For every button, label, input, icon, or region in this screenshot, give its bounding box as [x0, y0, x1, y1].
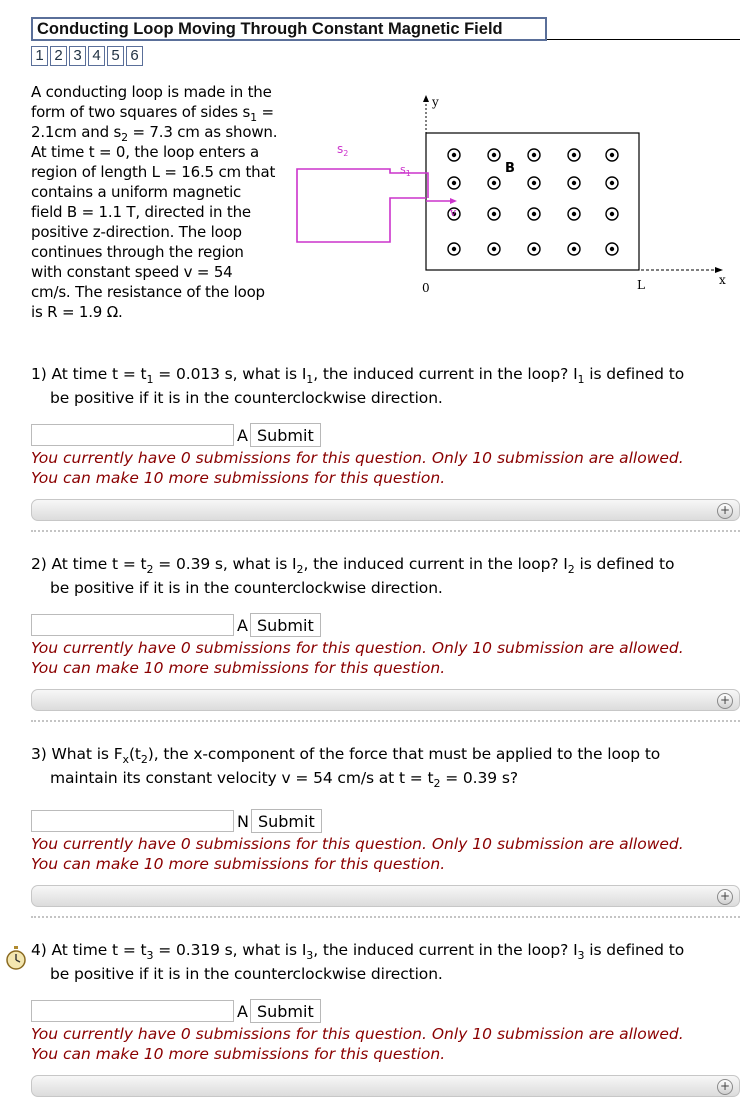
field-dot-center	[492, 212, 496, 216]
intro-line: A conducting loop is made in the	[31, 83, 272, 101]
hint-bar-4[interactable]	[31, 1075, 740, 1097]
problem-statement	[31, 82, 303, 322]
unit-label: A	[237, 425, 248, 445]
velocity-arrowhead	[450, 198, 457, 204]
submit-button-4[interactable]: Submit	[250, 999, 321, 1023]
tab-4[interactable]: 4	[88, 46, 105, 66]
tab-1[interactable]: 1	[31, 46, 48, 66]
answer-input-4[interactable]	[31, 1000, 234, 1022]
hint-bar-1[interactable]	[31, 499, 740, 521]
intro-line: positive z-direction. The loop	[31, 223, 242, 241]
intro-line: is R = 1.9 Ω.	[31, 303, 123, 321]
question-2-answer-row	[31, 613, 321, 637]
x-axis-label: x	[719, 273, 726, 287]
intro-line: field B = 1.1 T, directed in the	[31, 203, 251, 221]
field-dot-center	[492, 247, 496, 251]
unit-label: A	[237, 1001, 248, 1021]
field-dot-center	[532, 247, 536, 251]
loop-diagram	[296, 92, 744, 297]
field-dot-center	[532, 212, 536, 216]
s2-label: $s_2$	[337, 142, 349, 158]
hint-bar-2[interactable]	[31, 689, 740, 711]
intro-line: region of length L = 16.5 cm that	[31, 163, 276, 181]
hint-bar-3[interactable]	[31, 885, 740, 907]
tab-2[interactable]: 2	[50, 46, 67, 66]
intro-line: cm/s. The resistance of the loop	[31, 283, 265, 301]
submit-button-2[interactable]: Submit	[250, 613, 321, 637]
submission-message-3: You currently have 0 submissions for this question. Only 10 submission are allowed. You can make 10 more submissions for this question.	[31, 835, 684, 873]
field-dot-center	[572, 181, 576, 185]
intro-line: contains a uniform magnetic	[31, 183, 242, 201]
question-4-answer-row	[31, 999, 321, 1023]
field-dot-center	[492, 153, 496, 157]
intro-line: with constant speed v = 54	[31, 263, 233, 281]
answer-input-3[interactable]	[31, 810, 234, 832]
expand-plus-icon[interactable]: +	[717, 693, 733, 709]
submission-message-2: You currently have 0 submissions for this question. Only 10 submission are allowed. You can make 10 more submissions for this question.	[31, 639, 684, 677]
y-axis-arrow	[423, 95, 429, 102]
expand-plus-icon[interactable]: +	[717, 889, 733, 905]
field-label: B	[505, 161, 515, 176]
answer-input-2[interactable]	[31, 614, 234, 636]
velocity-label: v	[450, 206, 457, 219]
conducting-loop	[297, 169, 428, 242]
question-3-text: 3) What is $F_x(t_2)$, the x-component of the force that must be applied to the loop to maintain its constant velocity v = 54 cm/s at $t = t_2 = 0.39$ s?	[31, 745, 661, 790]
submission-message-4: You currently have 0 submissions for this question. Only 10 submission are allowed. You can make 10 more submissions for this question.	[31, 1025, 684, 1063]
length-label: L	[637, 278, 645, 292]
submit-button-3[interactable]: Submit	[251, 809, 322, 833]
field-dot-center	[452, 247, 456, 251]
separator	[31, 916, 740, 918]
title-rule	[547, 39, 740, 40]
submit-button-1[interactable]: Submit	[250, 423, 321, 447]
unit-label: N	[237, 811, 249, 831]
field-dot-center	[610, 247, 614, 251]
intro-line: continues through the region	[31, 243, 244, 261]
intro-line: At time t = 0, the loop enters a	[31, 143, 259, 161]
field-dot-center	[610, 181, 614, 185]
separator	[31, 530, 740, 532]
question-1-text: 1) At time $t = t_1 = 0.013$ s, what is $I_1$, the induced current in the loop? $I_1$ is defined to be positive if it is in the counterclockwise direction.	[31, 365, 685, 407]
field-dot-center	[532, 181, 536, 185]
tab-5[interactable]: 5	[107, 46, 124, 66]
intro-line: 2.1cm and $s_2 = 7.3$ cm as shown.	[31, 123, 278, 144]
expand-plus-icon[interactable]: +	[717, 1079, 733, 1095]
part-tabs	[31, 46, 145, 66]
field-dots	[448, 149, 618, 255]
intro-line: form of two squares of sides $s_1$ =	[31, 103, 274, 124]
page-title: Conducting Loop Moving Through Constant Magnetic Field	[31, 17, 547, 41]
separator	[31, 720, 740, 722]
s1-label: $s_1$	[400, 163, 411, 178]
submission-message-1: You currently have 0 submissions for this question. Only 10 submission are allowed. You can make 10 more submissions for this question.	[31, 449, 684, 487]
question-1-answer-row	[31, 423, 321, 447]
y-axis-label: y	[432, 95, 439, 109]
field-dot-center	[572, 247, 576, 251]
field-dot-center	[610, 212, 614, 216]
question-3-answer-row	[31, 809, 322, 833]
origin-label: 0	[422, 281, 430, 295]
answer-input-1[interactable]	[31, 424, 234, 446]
field-dot-center	[610, 153, 614, 157]
field-dot-center	[532, 153, 536, 157]
field-dot-center	[492, 181, 496, 185]
field-dot-center	[452, 181, 456, 185]
tab-3[interactable]: 3	[69, 46, 86, 66]
field-dot-center	[572, 153, 576, 157]
question-4-text: 4) At time $t = t_3 = 0.319$ s, what is $I_3$, the induced current in the loop? $I_3$ is defined to be positive if it is in the counterclockwise direction.	[31, 941, 685, 983]
expand-plus-icon[interactable]: +	[717, 503, 733, 519]
unit-label: A	[237, 615, 248, 635]
stopwatch-icon	[5, 946, 27, 970]
question-2-text: 2) At time $t = t_2 = 0.39$ s, what is $I_2$, the induced current in the loop? $I_2$ is defined to be positive if it is in the counterclockwise direction.	[31, 555, 675, 597]
tab-6[interactable]: 6	[126, 46, 143, 66]
field-dot-center	[452, 153, 456, 157]
field-dot-center	[572, 212, 576, 216]
